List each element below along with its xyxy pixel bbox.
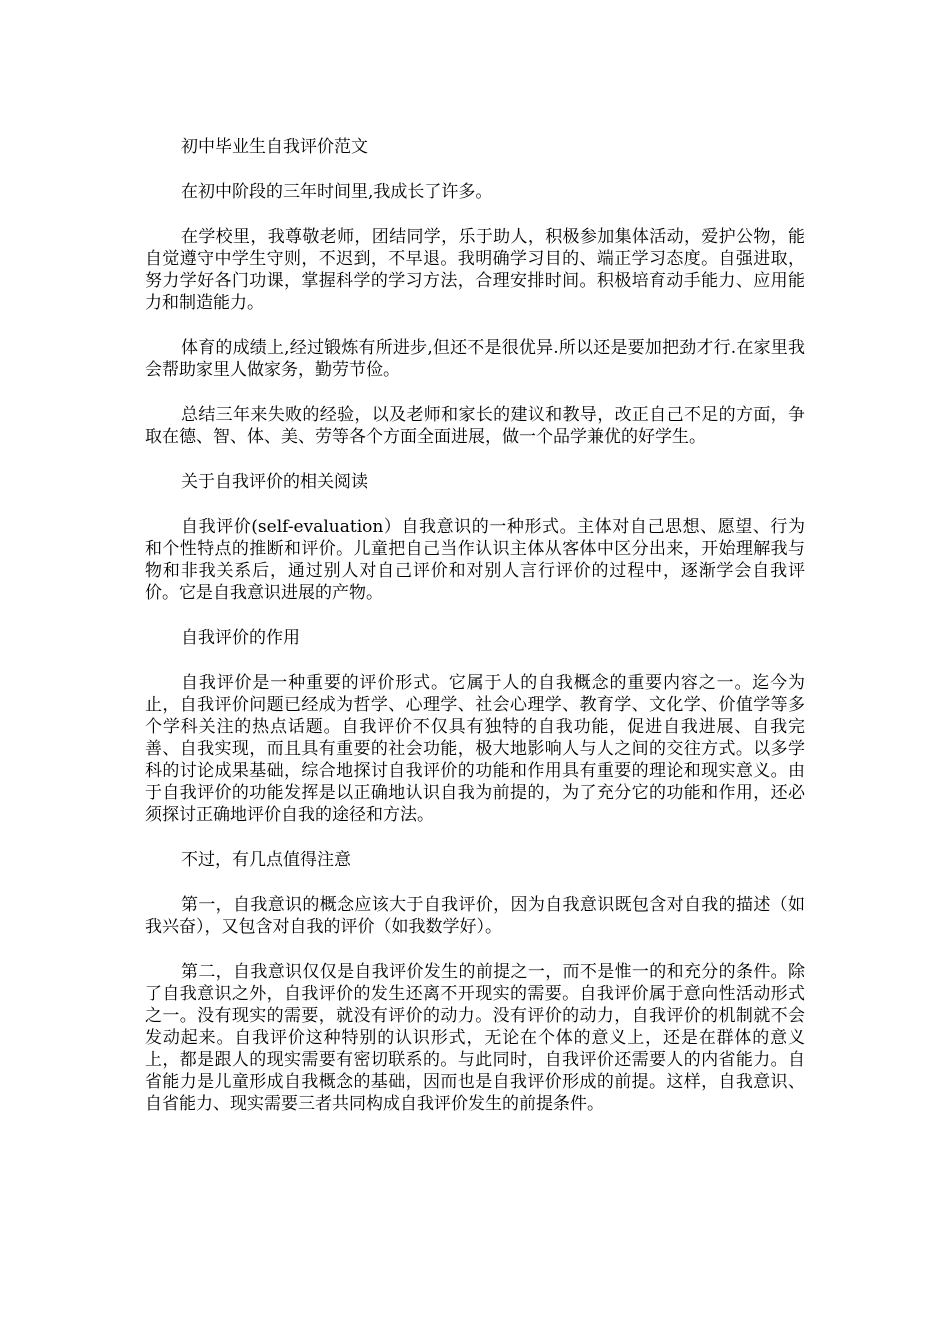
- summary-paragraph: 总结三年来失败的经验，以及老师和家长的建议和教导，改正自己不足的方面，争取在德、智、体、美、劳等各个方面全面进展，做一个品学兼优的好学生。: [145, 405, 805, 447]
- school-paragraph: 在学校里，我尊敬老师，团结同学，乐于助人，积极参加集体活动，爱护公物，能自觉遵守中学生守则，不迟到，不早退。我明确学习目的、端正学习态度。自强进取，努力学好各门功课，掌握科学的学习方法，合理安排时间。积极培育动手能力、应用能力和制造能力。: [145, 227, 805, 313]
- intro-paragraph: 在初中阶段的三年时间里,我成长了许多。: [181, 182, 493, 202]
- document-title: 初中毕业生自我评价范文: [181, 137, 368, 157]
- related-reading-paragraph: 自我评价(self-evaluation）自我意识的一种形式。主体对自己思想、愿望、行为和个性特点的推断和评价。儿童把自己当作认识主体从客体中区分出来，开始理解我与物和非我关系后，通过别人对自己评价和对别人言行评价的过程中，逐渐学会自我评价。它是自我意识进展的产物。: [145, 517, 805, 603]
- sports-paragraph: 体育的成绩上,经过锻炼有所进步,但还不是很优异.所以还是要加把劲才行.在家里我会帮助家里人做家务，勤劳节俭。: [145, 338, 805, 380]
- document-body: [145, 136, 805, 1138]
- role-paragraph: 自我评价是一种重要的评价形式。它属于人的自我概念的重要内容之一。迄今为止，自我评价问题已经成为哲学、心理学、社会心理学、教育学、文化学、价值学等多个学科关注的热点话题。自我评价不仅具有独特的自我功能，促进自我进展、自我完善、自我实现，而且具有重要的社会功能，极大地影响人与人之间的交往方式。以多学科的讨论成果基础，综合地探讨自我评价的功能和作用具有重要的理论和现实意义。由于自我评价的功能发挥是以正确地认识自我为前提的，为了充分它的功能和作用，还必须探讨正确地评价自我的途径和方法。: [145, 673, 805, 825]
- related-reading-heading: 关于自我评价的相关阅读: [181, 472, 368, 492]
- notes-heading: 不过，有几点值得注意: [181, 850, 351, 870]
- note-second-paragraph: 第二，自我意识仅仅是自我评价发生的前提之一，而不是惟一的和充分的条件。除了自我意识之外，自我评价的发生还离不开现实的需要。自我评价属于意向性活动形式之一。没有现实的需要，就没有评价的动力。没有评价的动力，自我评价的机制就不会发动起来。自我评价这种特别的认识形式，无论在个体的意义上，还是在群体的意义上，都是跟人的现实需要有密切联系的。与此同时，自我评价还需要人的内省能力。自省能力是儿童形成自我概念的基础，因而也是自我评价形成的前提。这样，自我意识、自省能力、现实需要三者共同构成自我评价发生的前提条件。: [145, 962, 805, 1114]
- role-heading: 自我评价的作用: [181, 628, 300, 648]
- note-first-paragraph: 第一，自我意识的概念应该大于自我评价，因为自我意识既包含对自我的描述（如我兴奋），又包含对自我的评价（如我数学好）。: [145, 895, 805, 937]
